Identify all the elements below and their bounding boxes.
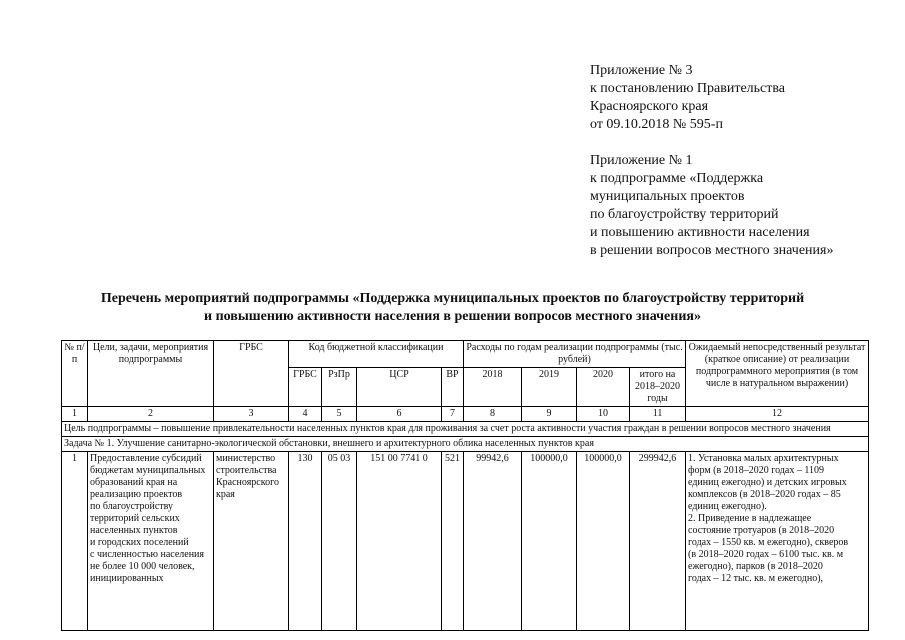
subheader-2020: 2020	[577, 368, 630, 407]
activity-line: территорий сельских	[90, 513, 180, 524]
subheader-csr: ЦСР	[357, 368, 442, 407]
result-line: единиц ежегодно).	[688, 501, 767, 512]
result-line: форм (в 2018–2020 годах – 1109	[688, 465, 824, 476]
column-number: 3	[214, 407, 289, 422]
subprogram-goal: Цель подпрограммы – повышение привлекательности населенных пунктов края для проживания за счет роста активности участия граждан в решении вопросов местного значения	[62, 422, 869, 437]
appendix-1-line: к подпрограмме «Поддержка	[590, 171, 764, 186]
table-header-row	[62, 341, 869, 368]
appendix-3-block	[590, 62, 785, 134]
activity-description	[88, 452, 214, 631]
column-number-row	[62, 407, 869, 422]
rzpr-code: 05 03	[322, 452, 357, 631]
table-row	[62, 452, 869, 631]
appendix-1-line: в решении вопросов местного значения»	[590, 243, 834, 258]
appendix-3-line: от 09.10.2018 № 595-п	[590, 117, 723, 132]
expense-2019: 100000,0	[522, 452, 577, 631]
column-number: 10	[577, 407, 630, 422]
result-line: ежегодно), парков (в 2018–2020	[688, 561, 823, 572]
task-row	[62, 437, 869, 452]
task-1: Задача № 1. Улучшение санитарно-экологической обстановки, внешнего и архитектурного облика населенных пунктов края	[62, 437, 869, 452]
subheader-2018: 2018	[464, 368, 522, 407]
grbs-line: края	[216, 489, 235, 500]
appendix-3-line: к постановлению Правительства	[590, 81, 786, 96]
activity-line: бюджетам муниципальных	[90, 465, 206, 476]
header-num: № п/п	[62, 341, 88, 407]
result-line: (в 2018–2020 годах – 6100 тыс. кв. м	[688, 549, 844, 560]
column-number: 8	[464, 407, 522, 422]
column-number: 6	[357, 407, 442, 422]
subheader-vr: ВР	[442, 368, 464, 407]
appendix-3-line: Красноярского края	[590, 99, 709, 114]
subheader-2019: 2019	[522, 368, 577, 407]
subheader-total: итого на 2018–2020 годы	[630, 368, 686, 407]
result-line: годах – 1550 кв. м ежегодно), скверов	[688, 537, 849, 548]
subheader-rzpr: РзПр	[322, 368, 357, 407]
result-line: единиц ежегодно) и детских игровых	[688, 477, 847, 488]
result-line: годах – 12 тыс. кв. м ежегодно),	[688, 573, 824, 584]
appendix-1-line: и повышению активности населения	[590, 225, 810, 240]
appendix-1-line: муниципальных проектов	[590, 189, 745, 204]
appendix-1-line: Приложение № 1	[590, 153, 693, 168]
activity-line: с численностью населения	[90, 549, 204, 560]
column-number: 5	[322, 407, 357, 422]
column-number: 12	[686, 407, 869, 422]
grbs-line: строительства	[216, 465, 277, 476]
activity-line: и городских поселений	[90, 537, 189, 548]
column-number: 2	[88, 407, 214, 422]
grbs-code: 130	[289, 452, 322, 631]
grbs-ministry	[214, 452, 289, 631]
activity-line: Предоставление субсидий	[90, 453, 202, 464]
activity-line: населенных пунктов	[90, 525, 178, 536]
subheader-grbs: ГРБС	[289, 368, 322, 407]
column-number: 4	[289, 407, 322, 422]
appendix-1-line: по благоустройству территорий	[590, 207, 779, 222]
appendix-1-block	[590, 152, 833, 260]
expense-2020: 100000,0	[577, 452, 630, 631]
column-number: 9	[522, 407, 577, 422]
activity-line: реализацию проектов	[90, 489, 183, 500]
activity-line: не более 10 000 человек,	[90, 561, 195, 572]
result-line: 1. Установка малых архитектурных	[688, 453, 839, 464]
header-expected-result: Ожидаемый непосредственный результат (краткое описание) от реализации подпрограммного мероприятия (в том числе в натуральном выражении)	[686, 341, 869, 407]
row-num: 1	[62, 452, 88, 631]
grbs-line: министерство	[216, 453, 276, 464]
header-budget-classification: Код бюджетной классификации	[289, 341, 464, 368]
result-line: состояние тротуаров (в 2018–2020	[688, 525, 835, 536]
activities-table	[61, 340, 869, 631]
expense-2018: 99942,6	[464, 452, 522, 631]
document-title-line-2: и повышению активности населения в решении вопросов местного значения»	[204, 309, 701, 324]
header-grbs: ГРБС	[214, 341, 289, 407]
csr-code: 151 00 7741 0	[357, 452, 442, 631]
document-title	[40, 290, 865, 326]
goal-row	[62, 422, 869, 437]
header-goals: Цели, задачи, мероприятия подпрограммы	[88, 341, 214, 407]
column-number: 1	[62, 407, 88, 422]
grbs-line: Красноярского	[216, 477, 279, 488]
appendix-3-line: Приложение № 3	[590, 63, 693, 78]
header-expenses: Расходы по годам реализации подпрограммы (тыс. рублей)	[464, 341, 686, 368]
document-title-line-1: Перечень мероприятий подпрограммы «Поддержка муниципальных проектов по благоустройству территорий	[100, 291, 805, 306]
activity-line: по благоустройству	[90, 501, 174, 512]
activity-line: образований края на	[90, 477, 178, 488]
expense-total: 299942,6	[630, 452, 686, 631]
result-line: 2. Приведение в надлежащее	[688, 513, 812, 524]
result-line: комплексов (в 2018–2020 годах – 85	[688, 489, 841, 500]
column-number: 7	[442, 407, 464, 422]
activity-line: инициированных	[90, 573, 164, 584]
column-number: 11	[630, 407, 686, 422]
expected-result	[686, 452, 869, 631]
vr-code: 521	[442, 452, 464, 631]
